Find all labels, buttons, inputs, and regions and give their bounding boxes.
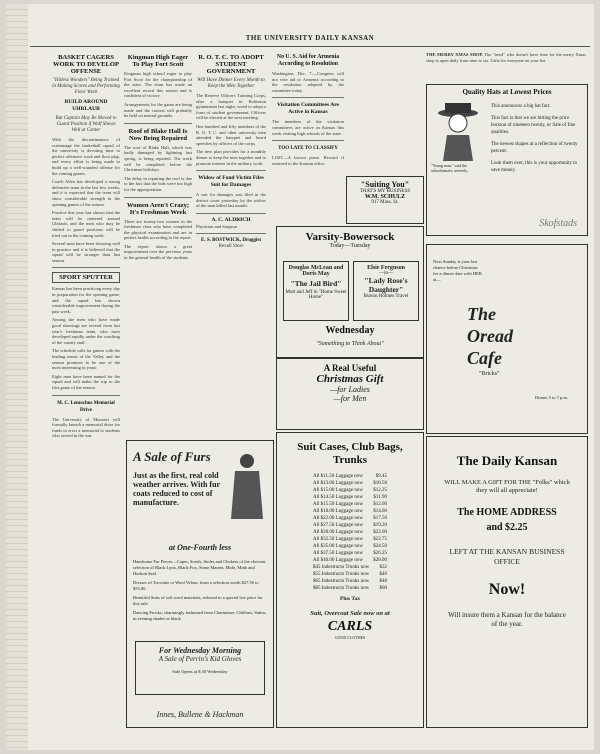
oread-name-cafe: Cafe: [467, 348, 502, 368]
ad-furs: A Sale of Furs Just as the first, real cold weather arrives. With fur coats reduced to cost of manufacture. at One-Fourth less Handsome Fur Pieces—Capes, Scarfs, Stoles and Chokers of the choicest selection of Black Lynx, Black Fox, Stone Marten, Mole, Mink and Hudson Seal. Dresses of Tricotine or Wool Velour, from a selection worth $27.50 to $55.00. Beautiful Suits of soft wool materials, reduced to a special low price for this sale. Dancing Frocks, charmingly fashioned from Charmeuse, Chiffons, Satins, in evening shades or black. For Wednesday Morning A Sale of Perrin's Kid Gloves Sale Opens at 8:30 Wednesday Innes, Bullene & Hackman: [126, 440, 274, 728]
luggage-item: $45 Indestructo Trunks now: [312, 565, 370, 570]
luggage-price: $22.00: [373, 530, 387, 535]
column-3: R. O. T. C. TO ADOPT STUDENT GOVERNMENT Will Have Dinner Every Month to Keep the Men Together The Reserve Officers Training Corps, after a banquet in Robinson gymnasium last night, voted to adopt a form of student government. Officers will be elected at the next meeting. One hundred and fifty members of the R. O. T. C. and other university men attended the banquet and heard speeches by officers of the corps. The new plan provides for a monthly dinner to keep the men together and to promote interest in the military work. Widow of Fond Victim Files Suit for Damages A suit for damages was filed in the district court yesterday by the widow of the man killed last month. A. C. ALDRICH Physician and Surgeon E. S. BOSTWICK, Druggist Rexall Store: [196, 54, 266, 249]
luggage-row: [311, 529, 389, 536]
kansan-l2: The HOME ADDRESS: [457, 507, 557, 518]
kansan-title: The Daily Kansan: [456, 453, 558, 468]
luggage-price: $28.00: [373, 558, 387, 563]
luggage-price: $12.60: [373, 502, 387, 507]
luggage-item: All $15.50 Luggage now: [312, 502, 363, 507]
column-2: Kingman High Eager To Play Fort Scott Kingman high school eager to play Fort Scott for the championship of the state. The team has made an excellent record this season and is confident of victory. Arrangements for the game are being made and the contest will probably be held on neutral grounds. Roof of Blake Hall Is Now Being Repaired The roof of Blake Hall, which was badly damaged by lightning last spring, is being repaired. The work will be completed before the Christmas holidays. The delay in repairing the roof is due to the fact that the bids were too high for the appropriation. Women Aren't Crazy; It's Freshman Week There are twenty-two women in the freshman class who have completed the physical examination and are in perfect health according to the report. The report shows a great improvement over the previous years in the general health of the students.: [124, 54, 192, 261]
varsity-right-star: Elsie Ferguson: [367, 265, 405, 271]
luggage-row: [311, 585, 389, 592]
luggage-price: $14.60: [373, 509, 387, 514]
kansan-l4: LEFT AT THE KANSAN BUSINESS OFFICE: [449, 547, 565, 566]
luggage-row: [311, 508, 389, 515]
headline-women: Women Aren't Crazy; It's Freshman Week: [126, 201, 190, 216]
luggage-item: All $11.50 Luggage now: [312, 474, 363, 479]
luggage-price: $24.50: [373, 544, 387, 549]
luggage-price: $32: [379, 565, 387, 570]
column-5-top: THE MERRY XMAS SHOP. The "need" who doesn't have time for the merry Xmas shop is open daily from nine to six. Gifts for everyone on your list.: [426, 52, 586, 63]
luggage-row: [311, 473, 389, 480]
ad-suiting-you: [346, 176, 424, 224]
luggage-price: $9.45: [375, 474, 387, 479]
oread-tag: "Bricks": [479, 371, 500, 377]
suiting-title: "Suiting You": [360, 180, 410, 189]
luggage-item: All $15.00 Luggage now: [312, 488, 363, 493]
varsity-right-in: —in—: [379, 271, 393, 276]
xmas-shop: THE MERRY XMAS SHOP.: [426, 52, 483, 57]
luggage-item: All $28.00 Luggage now: [312, 530, 363, 535]
furs-wed-sub: A Sale of Perrin's Kid Gloves: [158, 655, 242, 663]
masthead: [30, 34, 590, 47]
hats-p3: The newest shapes at a reflection of twenty percent.: [491, 142, 578, 154]
gift-line1: A Real Useful: [323, 363, 377, 373]
luggage-row: [311, 480, 389, 487]
luggage-row: [311, 550, 389, 557]
luggage-row: [311, 515, 389, 522]
luggage-row: [311, 536, 389, 543]
luggage-price: $10.50: [373, 481, 387, 486]
luggage-row: [311, 571, 389, 578]
ad-luggage: [276, 432, 424, 728]
luggage-row: [311, 487, 389, 494]
fur-coat-figure-icon: [227, 451, 267, 521]
luggage-item: All $35.00 Luggage now: [312, 544, 363, 549]
oread-intro: Next Sunday is your last chance before Christmas for a dinner date with HER at—: [433, 259, 482, 282]
luggage-row: [311, 522, 389, 529]
carls-sub: GOOD CLOTHES: [334, 635, 366, 640]
headline-roof: Roof of Blake Hall Is Now Being Repaired: [128, 127, 188, 142]
oread-name-the: The: [467, 304, 496, 324]
luggage-row: [311, 501, 389, 508]
gift-line3: —for Ladies: [330, 385, 370, 394]
furs-wed-time: Sale Opens at 8:30 Wednesday: [172, 669, 228, 674]
luggage-price: $22.75: [373, 537, 387, 542]
kansan-l1: WILL MAKE A GIFT FOR THE "Folks" which they will all appreciate!: [444, 479, 570, 494]
luggage-row: [311, 494, 389, 501]
ad-hats: [426, 84, 588, 236]
subhead-uhrlaub: BUILD AROUND UHRLAUB: [64, 99, 108, 112]
sport-sputter: SPORT SPUTTER: [52, 272, 120, 283]
hats-title: Quality Hats at Lowest Prices: [462, 88, 552, 96]
headline-rotc: R. O. T. C. TO ADOPT STUDENT GOVERNMENT: [198, 54, 264, 75]
luggage-row: [311, 543, 389, 550]
luggage-price: $12.25: [373, 488, 387, 493]
subhead-hitless: "Hitless Wonders" Being Trained in Making Scores and Performing Floor Work: [52, 78, 120, 95]
varsity-right-extra: Burton Holmes Travel: [363, 294, 409, 299]
varsity-right-film: "Lady Rose's Daughter": [364, 276, 408, 294]
luggage-price: $19.20: [373, 523, 387, 528]
luggage-title: Suit Cases, Club Bags, Trunks: [297, 441, 403, 466]
furs-title: A Sale of Furs: [133, 449, 211, 464]
headline-kingman: Kingman High Eager To Play Fort Scott: [127, 54, 189, 68]
column-4: No U. S. Aid for Armenia According to Resolution Washington, Dec. 7.—Congress will not vote aid to Armenia according to the resolution adopted by the committee today. Visitation Committees Are Active in Kansas The members of the visitation committees are active in Kansas this week visiting high schools of the state. TOO LATE TO CLASSIFY LOST—A brown purse. Reward if returned to the Kansan office.: [272, 54, 344, 166]
kansan-l3: and $2.25: [486, 522, 528, 533]
ad-rexall: Rexall Store: [218, 243, 244, 249]
luggage-tax: Plus Tax: [339, 596, 361, 602]
luggage-row: [311, 564, 389, 571]
hats-p4: Look them over, this is your opportunity to save money.: [491, 161, 578, 173]
column-1: BASKET CAGERS WORK TO DEVELOP OFFENSE "Hitless Wonders" Being Trained in Making Scores and Performing Floor Work BUILD AROUND UHRLAUB But Captain May Be Moved to Guard Position if Wolf Shows Well at Center With the discontinuance of scrimmage the basketball squad of the university is devoting time to perfect offensive work and floor play, and every effort is being made to build up a well-rounded offense for the coming games. Coach Allen has developed a strong defensive team in the last few weeks, and it is expected that the team will show considerable strength in the opening games of the season. Practice this year has shown that the team will be centered around Uhrlaub, and the men who may be shifted to guard positions will be tried out in the coming week. Several men have been showing well in practice and it is believed that the squad will be stronger than last season. SPORT SPUTTER Kansas has been practicing every day in preparation for the opening game, and the squad has shown considerable improvement during the past week. Among the men who have made good showings are several from last year's freshman team, who have developed rapidly under the coaching of the varsity staff. The schedule calls for games with the leading teams of the Valley and the season promises to be one of the most interesting in years. Eight men have been named for the squad and will make the trip to the first game of the season. M. C. Lemochus Memorial Drive The University of Missouri will formally launch a memorial drive for funds to erect a memorial to students who served in the war.: [52, 54, 120, 439]
suiting-name: W.M. SCHULZ: [364, 194, 406, 200]
luggage-table: [311, 473, 389, 592]
luggage-item: All $14.50 Luggage now: [312, 495, 363, 500]
man-with-hat-icon: [433, 101, 483, 161]
headline-visitation: Visitation Committees Are Active in Kansas: [276, 102, 339, 116]
luggage-row: [311, 578, 389, 585]
subhead-dinner: Will Have Dinner Every Month to Keep the Men Together: [197, 78, 265, 89]
luggage-item: All $27.50 Luggage now: [312, 523, 363, 528]
furs-wed: For Wednesday Morning: [158, 646, 242, 655]
luggage-item: All $37.50 Luggage now: [312, 551, 363, 556]
kansan-l5: Now!: [488, 581, 526, 598]
headline-armenia: No U. S. Aid for Armenia According to Resolution: [276, 54, 340, 67]
furs-body: Just as the first, real cold weather arrives. With fur coats reduced to cost of manufacture.: [133, 471, 220, 507]
varsity-wed-film: "Something to Think About": [316, 341, 384, 347]
hats-p2: This fact is that we are hitting the price horizon of nineteen twenty, or Sale of fine qualities.: [491, 116, 576, 135]
luggage-item: All $13.00 Luggage now: [312, 481, 363, 486]
furs-wed-box: [135, 641, 265, 695]
ad-bostwick: E. S. BOSTWICK, Druggist: [200, 238, 261, 244]
hats-brand: Skofstads: [539, 218, 577, 229]
luggage-footer: Suit, Overcoat Sale now on at: [310, 610, 390, 617]
luggage-item: $55 Indestructo Trunks now: [312, 572, 370, 577]
binding-strip: [6, 4, 28, 750]
ad-christmas-gift: [276, 358, 424, 430]
luggage-item: $65 Indestructo Trunks now: [312, 579, 370, 584]
kansan-l6: Will insure them a Kansan for the balance of the year.: [448, 611, 566, 628]
gift-line4: —for Men: [333, 394, 367, 403]
ad-aldrich: A. C. ALDRICH: [211, 216, 251, 223]
ad-daily-kansan: [426, 436, 588, 728]
luggage-price: $26.25: [373, 551, 387, 556]
masthead-title: THE UNIVERSITY DAILY KANSAN: [245, 34, 375, 42]
hats-p1: This announces a big hat fact.: [491, 104, 551, 109]
carls-logo: CARLS: [327, 619, 373, 634]
varsity-left-extra: Mutt and Jeff in "Home Sweet Home": [285, 290, 347, 300]
oread-name-oread: Oread: [467, 326, 513, 346]
headline-widow: Widow of Fond Victim Files Suit for Damages: [198, 175, 264, 189]
varsity-wed: Wednesday: [325, 325, 375, 336]
luggage-price: $48: [379, 579, 387, 584]
furs-line: at One-Fourth less: [168, 543, 232, 552]
luggage-price: $40: [379, 572, 387, 577]
suiting-address: 917 Mass. St.: [371, 200, 399, 205]
varsity-right-panel: [353, 261, 419, 321]
furs-signature: Innes, Bullene & Hackman: [156, 710, 244, 719]
varsity-title: Varsity-Bowersock: [305, 231, 395, 243]
luggage-item: All $22.00 Luggage now: [312, 516, 363, 521]
luggage-item: All $32.50 Luggage now: [312, 537, 363, 542]
varsity-left-film: "The Jail Bird": [290, 279, 342, 288]
varsity-left-stars: Douglas McLean and Doris May: [288, 265, 344, 277]
luggage-item: All $40.00 Luggage now: [312, 558, 363, 563]
ad-oread-cafe: [426, 244, 588, 434]
ad-varsity-bowersock: [276, 226, 424, 358]
luggage-price: $60: [379, 586, 387, 591]
luggage-price: $17.50: [373, 516, 387, 521]
gift-line2: Christmas Gift: [316, 373, 384, 385]
luggage-item: All $18.00 Luggage now: [312, 509, 363, 514]
too-late-classify: TOO LATE TO CLASSIFY: [278, 146, 338, 152]
luggage-price: $11.90: [373, 495, 387, 500]
hats-caption: "Young man," said the schoolmaster, severely.: [431, 163, 469, 173]
subhead-captain: But Captain May Be Moved to Guard Position if Wolf Shows Well at Center: [55, 116, 117, 133]
varsity-left-panel: [283, 261, 349, 321]
memorial-drive: M. C. Lemochus Memorial Drive: [57, 400, 115, 413]
luggage-row: [311, 557, 389, 564]
headline-basket: BASKET CAGERS WORK TO DEVELOP OFFENSE: [52, 54, 120, 75]
oread-note: Dinner 5 to 7 p.m.: [535, 395, 568, 400]
luggage-item: $85 Indestructo Trunks now: [312, 586, 370, 591]
suiting-line2: THAT'S MY BUSINESS: [359, 189, 411, 194]
varsity-days: Today—Tuesday: [329, 243, 371, 249]
